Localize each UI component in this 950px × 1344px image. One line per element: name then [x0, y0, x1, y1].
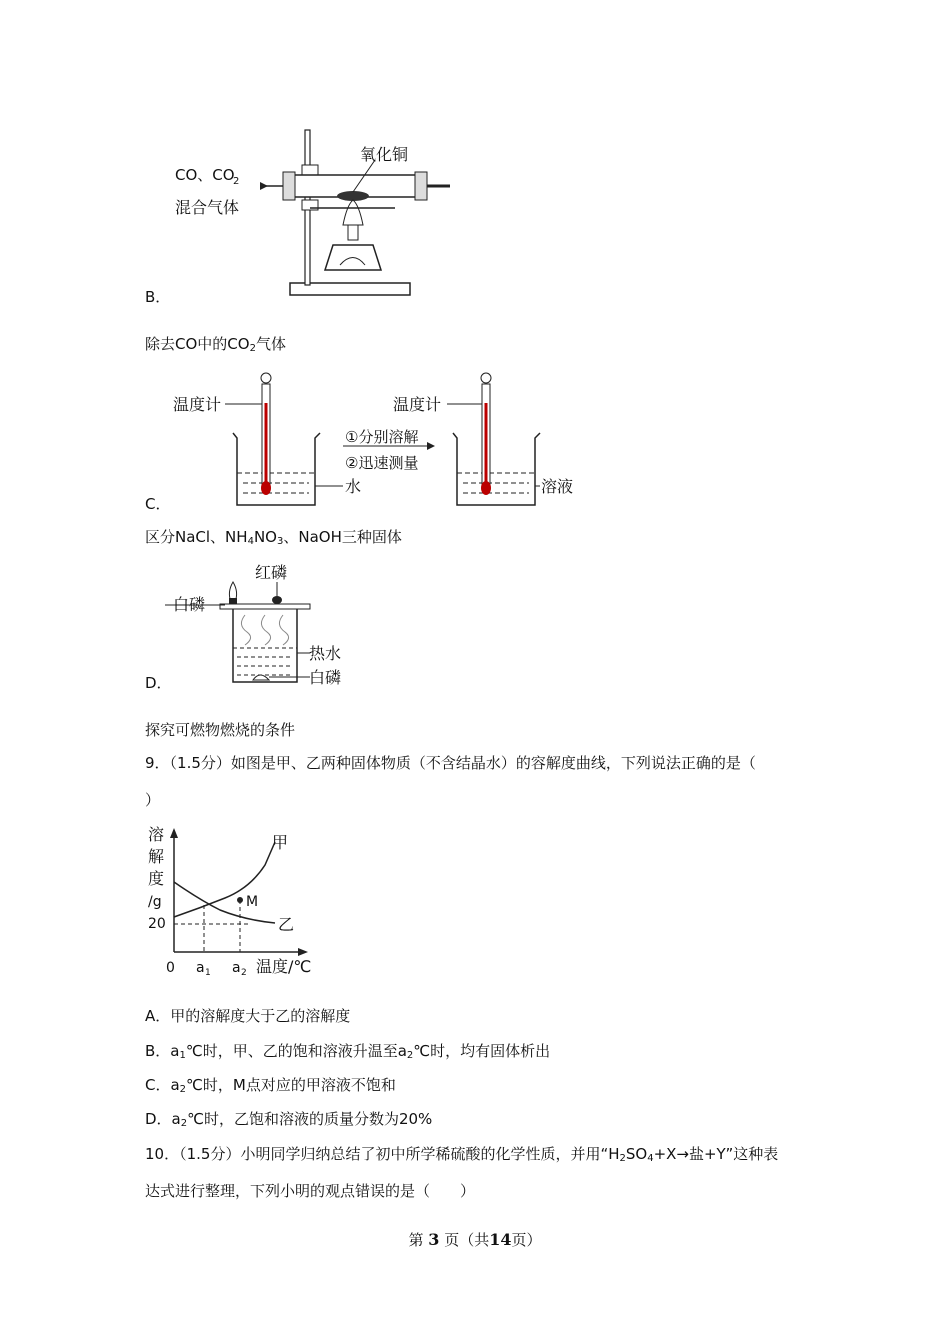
- y-axis-unit: /g: [148, 894, 162, 910]
- x-tick-a2: a: [232, 960, 241, 976]
- q10-stem-line1: 10．（1.5分）小明同学归纳总结了初中所学稀硫酸的化学性质，并用“$H_2SO_4+X\to$盐+Y”这种表: [145, 1145, 779, 1164]
- total-pages: 14: [489, 1230, 512, 1249]
- red-phosphorus-label: 红磷: [255, 563, 288, 582]
- thermometer-label-2: 温度计: [393, 395, 442, 414]
- caption-d: 探究可燃物燃烧的条件: [145, 721, 296, 739]
- option-c-label: C．: [145, 495, 171, 513]
- x-axis-label: 温度/℃: [256, 957, 312, 976]
- curve-jia-label: 甲: [272, 833, 289, 852]
- gas-mixture-label-1: CO、CO: [175, 166, 235, 184]
- white-phosphorus-top-label: 白磷: [173, 595, 206, 614]
- x-tick-a1: a: [196, 960, 205, 976]
- q9-stem-end: ）: [145, 791, 161, 809]
- y-axis-label-char-3: 度: [148, 869, 165, 888]
- q9-option-a: A．甲的溶解度大于乙的溶解度: [145, 1007, 351, 1025]
- x-tick-a1-sub: 1: [205, 968, 211, 978]
- q9-option-b: B．$a_1℃$时，甲、乙的饱和溶液升温至$a_2℃$时，均有固体析出: [145, 1042, 551, 1061]
- q10-stem-line2: 达式进行整理，下列小明的观点错误的是（ ）: [145, 1182, 476, 1200]
- y-tick-20: 20: [148, 916, 166, 932]
- solution-label: 溶液: [541, 477, 574, 496]
- origin-label: 0: [166, 960, 175, 976]
- thermometer-label-1: 温度计: [173, 395, 222, 414]
- water-label: 水: [345, 477, 362, 496]
- dissolution-temperature-figure: [165, 368, 585, 513]
- hot-water-label: 热水: [309, 644, 342, 663]
- x-tick-a2-sub: 2: [241, 968, 247, 978]
- page-number: 3: [428, 1230, 440, 1249]
- step-2-label: ②迅速测量: [345, 454, 419, 472]
- step-1-label: ①分别溶解: [345, 428, 419, 446]
- solubility-curve-graph: [140, 820, 340, 980]
- caption-b: 除去CO中的$CO_2$气体: [145, 335, 286, 354]
- co-reduction-apparatus-figure: [165, 120, 455, 305]
- q9-option-c: C．$a_2℃$时，M点对应的甲溶液不饱和: [145, 1076, 396, 1095]
- option-b-label: B．: [145, 288, 171, 306]
- q9-stem: 9．（1.5分）如图是甲、乙两种固体物质（不含结晶水）的容解度曲线，下列说法正确的是（: [145, 754, 756, 772]
- page-footer: 第 3 页（共14页）: [408, 1230, 542, 1249]
- curve-yi-label: 乙: [278, 915, 295, 934]
- q9-option-d: D．$a_2℃$时，乙饱和溶液的质量分数为20%: [145, 1110, 433, 1129]
- white-phosphorus-bottom-label: 白磷: [309, 668, 342, 687]
- caption-c: 区分NaCl、$NH_4NO_3$、NaOH三种固体: [145, 528, 402, 547]
- combustion-conditions-figure: [165, 560, 365, 690]
- copper-oxide-label: 氧化铜: [360, 145, 409, 164]
- y-axis-label-char-1: 溶: [148, 825, 165, 844]
- point-m-label: M: [246, 894, 259, 910]
- gas-mixture-label-1-sub: 2: [233, 176, 240, 187]
- option-d-label: D．: [145, 674, 172, 692]
- gas-mixture-label-2: 混合气体: [175, 198, 240, 217]
- y-axis-label-char-2: 解: [148, 847, 165, 866]
